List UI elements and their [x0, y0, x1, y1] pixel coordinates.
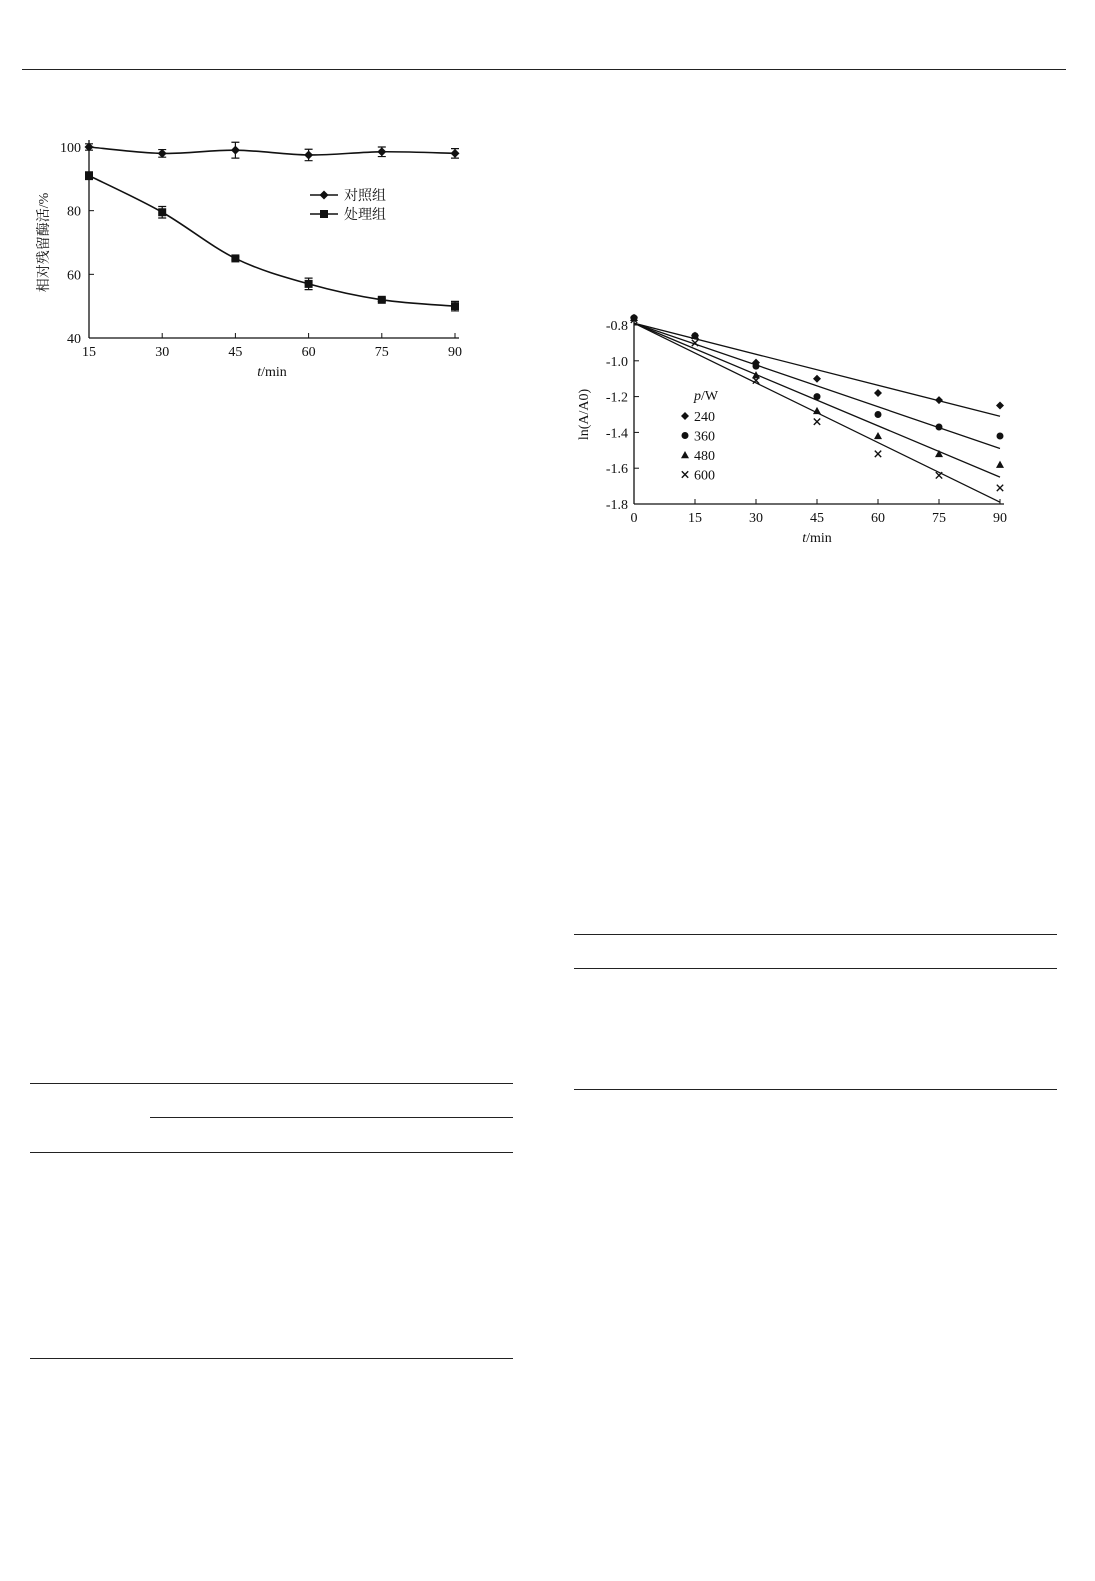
x-tick-label: 45 — [810, 511, 824, 526]
x-tick-label: 0 — [630, 511, 638, 526]
right-table-top-rule — [574, 934, 1057, 935]
data-point — [996, 402, 1004, 410]
data-point — [231, 146, 240, 155]
x-axis-label — [257, 365, 287, 380]
x-tick-label: 90 — [448, 345, 462, 360]
enzyme-activity-chart — [0, 0, 540, 400]
legend-marker — [681, 451, 689, 458]
legend-label: 对照组 — [344, 189, 386, 204]
data-point — [814, 418, 820, 424]
x-tick-label: 60 — [871, 511, 885, 526]
x-axis-label-var: t — [802, 531, 807, 546]
data-point — [85, 172, 93, 180]
y-tick-label: -0.8 — [605, 319, 628, 334]
right-table-bottom-rule — [574, 1089, 1057, 1090]
left-table-mid-rule — [30, 1152, 513, 1153]
y-axis-label: 相对残留酶活/% — [37, 192, 52, 293]
x-axis-label-unit: /min — [806, 531, 832, 546]
y-tick-label: -1.2 — [605, 390, 628, 406]
series-line — [89, 176, 455, 307]
left-table-top-rule — [30, 1083, 513, 1084]
legend-label: 240 — [694, 410, 715, 425]
y-axis-label: ln(A/A0) — [577, 388, 592, 441]
data-point — [875, 411, 882, 418]
data-point — [377, 147, 386, 156]
legend-title — [693, 389, 719, 404]
x-axis-label-var: t — [257, 365, 262, 380]
legend-label: 处理组 — [344, 208, 386, 223]
x-axis-label — [802, 531, 832, 546]
data-point — [935, 396, 943, 404]
data-point — [231, 254, 239, 262]
fit-line — [634, 323, 1000, 477]
y-tick-label: 40 — [67, 332, 81, 347]
data-point — [378, 296, 386, 304]
y-tick-label: 100 — [60, 141, 81, 156]
y-tick-label: -1.8 — [605, 498, 628, 513]
legend-marker — [320, 210, 328, 218]
y-tick-label: 80 — [67, 204, 81, 220]
legend-marker — [682, 432, 689, 439]
data-point — [936, 424, 943, 431]
data-point — [996, 461, 1004, 468]
x-tick-label: 15 — [688, 511, 702, 526]
y-tick-label: -1.0 — [605, 354, 628, 370]
legend-label: 600 — [694, 468, 715, 484]
x-tick-label: 45 — [228, 345, 243, 360]
x-tick-label: 90 — [993, 511, 1007, 526]
legend-marker — [681, 412, 689, 420]
x-tick-label: 30 — [155, 345, 170, 360]
y-tick-label: -1.6 — [605, 462, 628, 478]
data-point — [451, 302, 459, 310]
left-table-bottom-rule — [30, 1358, 513, 1359]
data-point — [304, 150, 313, 159]
legend-label: 360 — [694, 429, 715, 445]
data-point — [997, 485, 1003, 491]
data-point — [874, 389, 882, 397]
fit-line — [634, 323, 1000, 448]
data-point — [936, 472, 942, 478]
data-point — [875, 451, 881, 457]
kinetics-chart — [540, 280, 1080, 560]
data-point — [158, 149, 167, 158]
y-tick-label: -1.4 — [605, 426, 628, 442]
x-tick-label: 75 — [932, 511, 946, 526]
legend-marker — [682, 471, 688, 477]
y-tick-label: 60 — [67, 268, 81, 284]
data-point — [874, 432, 882, 439]
data-point — [997, 432, 1004, 439]
data-point — [813, 375, 821, 383]
legend-title-var: p — [694, 389, 701, 404]
x-tick-label: 60 — [301, 345, 316, 360]
legend-label: 480 — [694, 449, 715, 464]
right-table-mid-rule — [574, 968, 1057, 969]
x-axis-label-unit: /min — [261, 365, 287, 380]
series-line — [89, 147, 455, 155]
left-table-header-rule — [150, 1117, 513, 1118]
data-point — [158, 208, 166, 216]
legend-marker — [320, 191, 329, 200]
fit-line — [634, 323, 1000, 416]
x-tick-label: 30 — [749, 511, 763, 526]
legend-title-unit: /W — [701, 389, 719, 404]
data-point — [451, 149, 460, 158]
x-tick-label: 15 — [82, 345, 96, 360]
fit-line — [634, 323, 1000, 502]
data-point — [753, 363, 760, 370]
x-tick-label: 75 — [374, 345, 389, 360]
data-point — [305, 280, 313, 288]
